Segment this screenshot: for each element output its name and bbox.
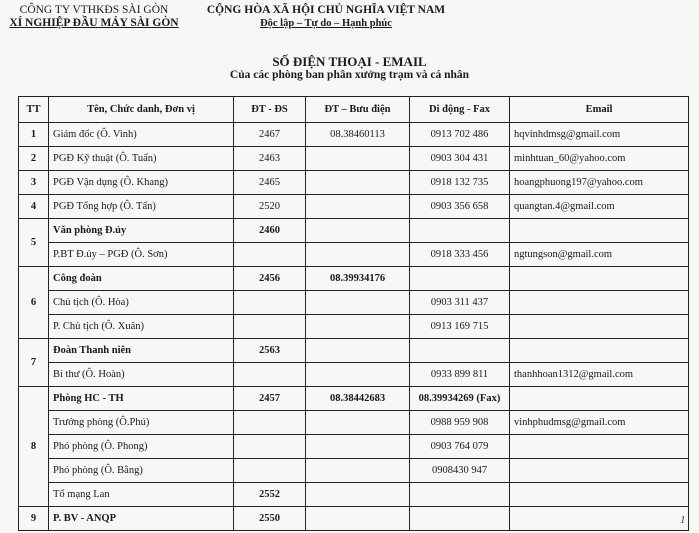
row-mobile (410, 339, 510, 363)
row-name: Trưởng phòng (Ô.Phú) (49, 411, 234, 435)
row-number: 1 (19, 123, 49, 147)
row-mobile: 0913 702 486 (410, 123, 510, 147)
row-mobile (410, 267, 510, 291)
col-header-mobile-fax: Di động - Fax (410, 97, 510, 123)
row-email: quangtan.4@gmail.com (510, 195, 689, 219)
row-internal-phone (234, 363, 306, 387)
company-name: CÔNG TY VTHKĐS SÀI GÒN (19, 4, 169, 16)
row-mobile: 0933 899 811 (410, 363, 510, 387)
row-number: 4 (19, 195, 49, 219)
national-title: CỘNG HÒA XÃ HỘI CHỦ NGHĨA VIỆT NAM (206, 4, 446, 16)
row-email (510, 507, 689, 531)
row-post-phone (306, 243, 410, 267)
enterprise-name: XÍ NGHIỆP ĐẦU MÁY SÀI GÒN (9, 17, 179, 29)
table-row (19, 123, 689, 147)
row-internal-phone: 2467 (234, 123, 306, 147)
table-row (19, 219, 689, 243)
row-internal-phone: 2460 (234, 219, 306, 243)
row-email (510, 387, 689, 411)
national-header (196, 4, 456, 30)
row-number: 8 (19, 387, 49, 507)
row-email: ngtungson@gmail.com (510, 243, 689, 267)
row-email: minhtuan_60@yahoo.com (510, 147, 689, 171)
row-email (510, 267, 689, 291)
row-name: Đoàn Thanh niên (49, 339, 234, 363)
row-post-phone (306, 219, 410, 243)
row-number: 6 (19, 267, 49, 339)
row-mobile: 0918 333 456 (410, 243, 510, 267)
row-number: 2 (19, 147, 49, 171)
row-post-phone (306, 147, 410, 171)
table-row (19, 315, 689, 339)
row-name: Giám đốc (Ô. Vinh) (49, 123, 234, 147)
row-mobile (410, 219, 510, 243)
row-email: hqvinhdmsg@gmail.com (510, 123, 689, 147)
row-email (510, 339, 689, 363)
row-internal-phone (234, 435, 306, 459)
row-internal-phone: 2457 (234, 387, 306, 411)
row-post-phone (306, 411, 410, 435)
row-name: Phòng HC - TH (49, 387, 234, 411)
row-post-phone (306, 507, 410, 531)
row-email: thanhhoan1312@gmail.com (510, 363, 689, 387)
national-motto: Độc lập – Tự do – Hạnh phúc (260, 18, 392, 29)
row-internal-phone: 2463 (234, 147, 306, 171)
row-number: 5 (19, 219, 49, 267)
row-mobile (410, 507, 510, 531)
row-name: Chủ tịch (Ô. Hòa) (49, 291, 234, 315)
row-internal-phone: 2456 (234, 267, 306, 291)
row-internal-phone (234, 459, 306, 483)
document-title: SỐ ĐIỆN THOẠI - EMAIL (272, 54, 427, 69)
row-post-phone (306, 171, 410, 195)
table-row (19, 363, 689, 387)
table-row (19, 195, 689, 219)
row-name: P. Chủ tịch (Ô. Xuân) (49, 315, 234, 339)
table-row (19, 387, 689, 411)
table-row (19, 267, 689, 291)
row-number: 9 (19, 507, 49, 531)
row-internal-phone (234, 243, 306, 267)
row-name: Phó phòng (Ô. Phong) (49, 435, 234, 459)
page-number: 1 (680, 514, 686, 526)
row-internal-phone (234, 291, 306, 315)
col-header-tt: TT (19, 97, 49, 123)
row-email (510, 483, 689, 507)
row-post-phone (306, 459, 410, 483)
row-name: Công đoàn (49, 267, 234, 291)
row-mobile: 0903 311 437 (410, 291, 510, 315)
row-post-phone (306, 363, 410, 387)
row-name: P.BT Đ.ủy – PGĐ (Ô. Sơn) (49, 243, 234, 267)
row-post-phone: 08.38442683 (306, 387, 410, 411)
row-email (510, 315, 689, 339)
table-row (19, 435, 689, 459)
table-row (19, 147, 689, 171)
row-number: 7 (19, 339, 49, 387)
col-header-post-phone: ĐT – Bưu điện (306, 97, 410, 123)
row-post-phone (306, 195, 410, 219)
table-row (19, 483, 689, 507)
row-post-phone: 08.39934176 (306, 267, 410, 291)
table-row (19, 411, 689, 435)
table-row (19, 339, 689, 363)
row-name: Bí thư (Ô. Hoàn) (49, 363, 234, 387)
row-email (510, 459, 689, 483)
row-mobile: 0918 132 735 (410, 171, 510, 195)
row-name: Tổ mạng Lan (49, 483, 234, 507)
row-name: Văn phòng Đ.ủy (49, 219, 234, 243)
row-mobile: 0908430 947 (410, 459, 510, 483)
row-internal-phone (234, 315, 306, 339)
row-mobile: 0988 959 908 (410, 411, 510, 435)
row-number: 3 (19, 171, 49, 195)
company-header (4, 4, 184, 30)
row-mobile: 0903 356 658 (410, 195, 510, 219)
row-post-phone (306, 435, 410, 459)
row-internal-phone: 2563 (234, 339, 306, 363)
row-name: P. BV - ANQP (49, 507, 234, 531)
document-subtitle: Của các phòng ban phân xưởng trạm và cá nhân (229, 69, 470, 81)
row-post-phone (306, 339, 410, 363)
row-email (510, 291, 689, 315)
row-mobile: 0913 169 715 (410, 315, 510, 339)
row-mobile (410, 483, 510, 507)
row-email (510, 219, 689, 243)
row-mobile: 0903 304 431 (410, 147, 510, 171)
col-header-internal-phone: ĐT - ĐS (234, 97, 306, 123)
row-internal-phone: 2552 (234, 483, 306, 507)
row-name: PGĐ Vận dụng (Ô. Khang) (49, 171, 234, 195)
row-internal-phone: 2550 (234, 507, 306, 531)
table-row (19, 291, 689, 315)
table-row (19, 171, 689, 195)
row-post-phone (306, 315, 410, 339)
row-email: vinhphudmsg@gmail.com (510, 411, 689, 435)
row-internal-phone: 2465 (234, 171, 306, 195)
row-name: Phó phòng (Ô. Bằng) (49, 459, 234, 483)
row-email (510, 435, 689, 459)
row-name: PGĐ Kỹ thuật (Ô. Tuấn) (49, 147, 234, 171)
table-header-row (19, 97, 689, 123)
row-mobile: 0903 764 079 (410, 435, 510, 459)
row-internal-phone (234, 411, 306, 435)
table-row (19, 507, 689, 531)
col-header-name: Tên, Chức danh, Đơn vị (49, 97, 234, 123)
col-header-email: Email (510, 97, 689, 123)
row-internal-phone: 2520 (234, 195, 306, 219)
row-fax: 08.39934269 (Fax) (410, 387, 510, 411)
table-row (19, 459, 689, 483)
contacts-table (18, 96, 689, 531)
row-post-phone (306, 291, 410, 315)
row-name: PGĐ Tổng hợp (Ô. Tấn) (49, 195, 234, 219)
table-row (19, 243, 689, 267)
row-post-phone: 08.38460113 (306, 123, 410, 147)
row-email: hoangphuong197@yahoo.com (510, 171, 689, 195)
row-post-phone (306, 483, 410, 507)
